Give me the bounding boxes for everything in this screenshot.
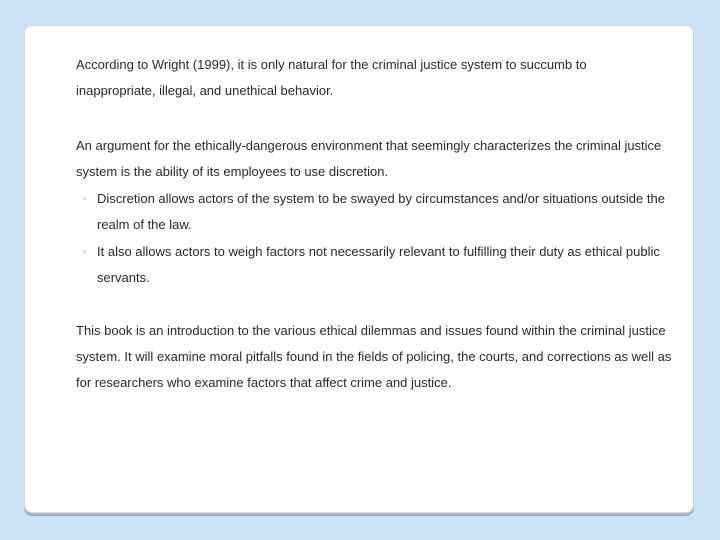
list-item [77, 239, 677, 291]
discretion-paragraph: An argument for the ethically-dangerous environment that seemingly characterizes the criminal justice system is the ability of its employees to use discretion. [76, 138, 662, 179]
list-item [77, 186, 677, 238]
book-intro-paragraph: This book is an introduction to the various ethical dilemmas and issues found within the criminal justice system. It will examine moral pitfalls found in the fields of policing, the courts, and corrections as well as for researchers who examine factors that affect crime and justice. [76, 323, 672, 390]
bullet-marker-icon: ◦ [83, 193, 87, 205]
bullet-text: Discretion allows actors of the system to be swayed by circumstances and/or situations outside the realm of the law. [97, 191, 665, 232]
slide-content-card [24, 25, 694, 513]
bullet-text: It also allows actors to weigh factors not necessarily relevant to fulfilling their duty as ethical public servants. [97, 244, 660, 285]
bullet-marker-icon: ◦ [83, 246, 87, 258]
bullet-list [77, 186, 677, 292]
intro-paragraph: According to Wright (1999), it is only natural for the criminal justice system to succumb to inappropriate, illegal, and unethical behavior. [76, 57, 587, 98]
